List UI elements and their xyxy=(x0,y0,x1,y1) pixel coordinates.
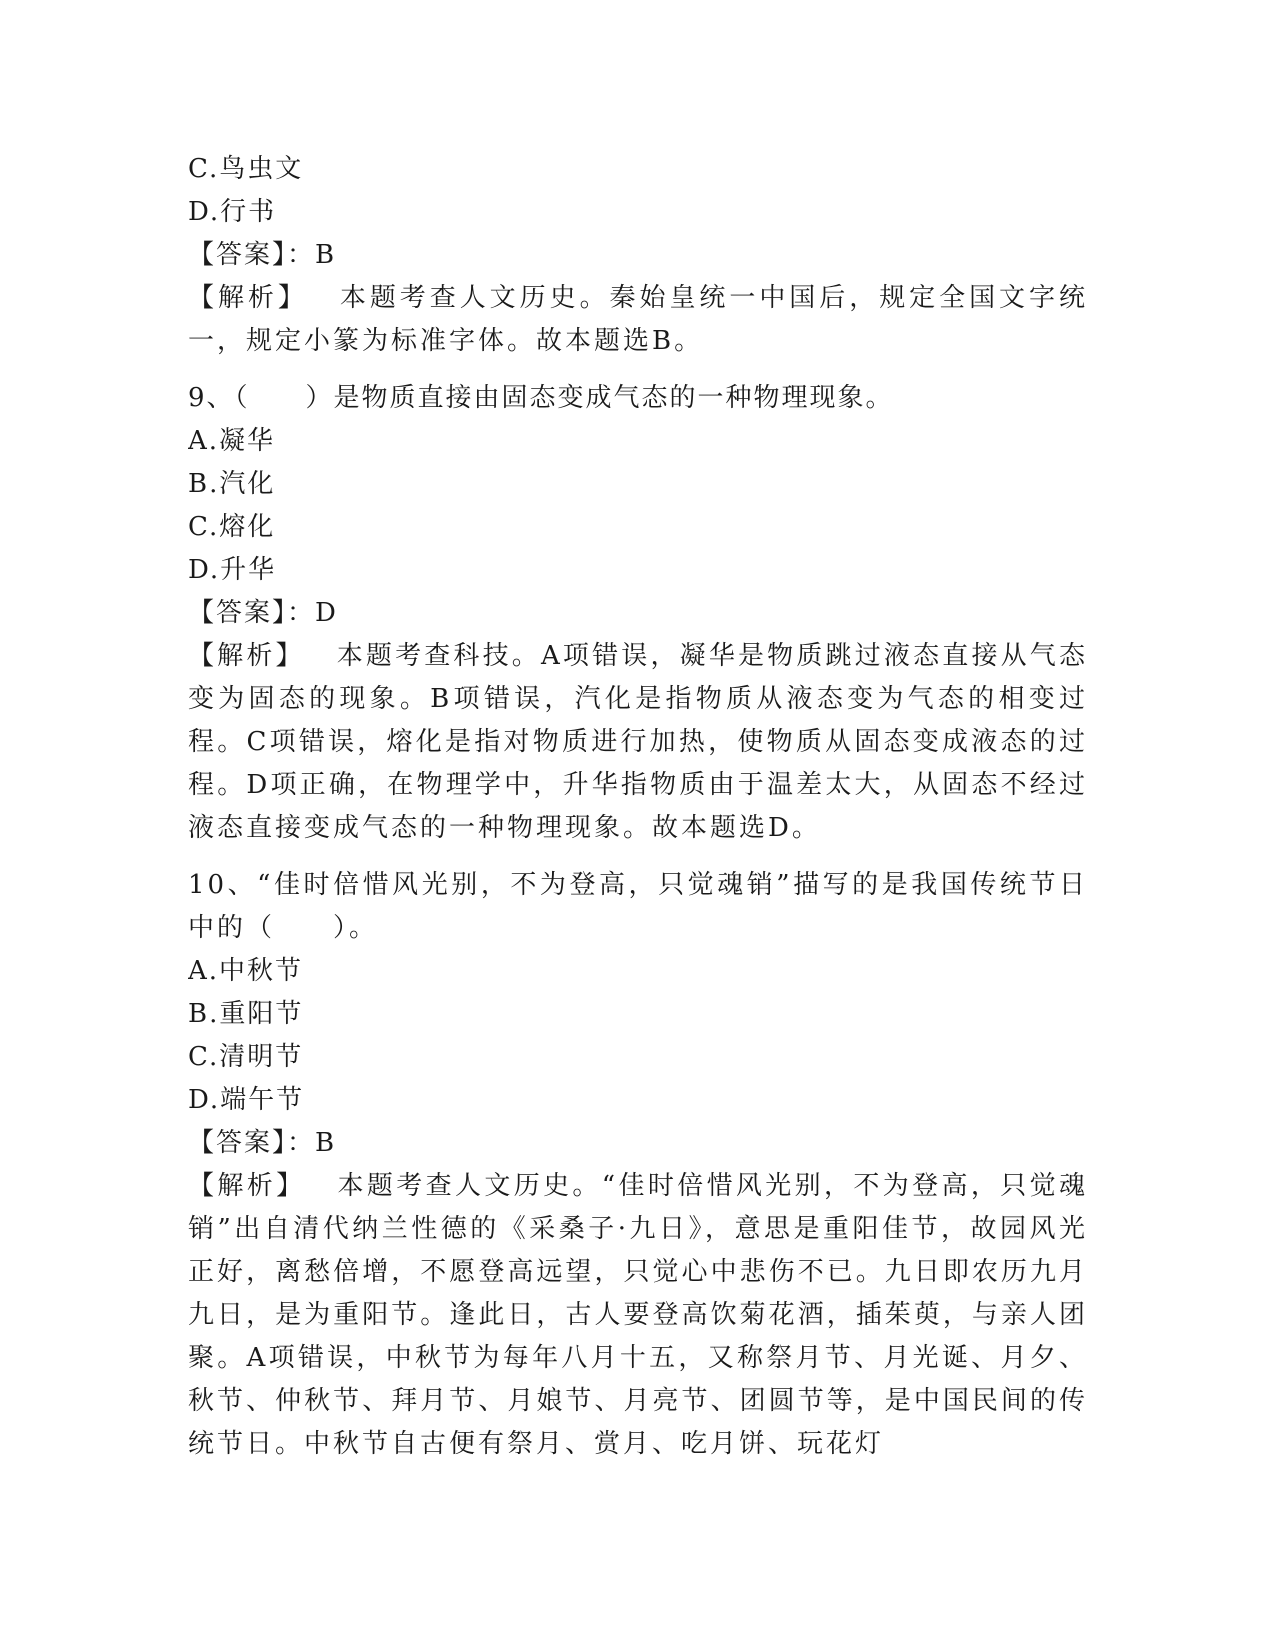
q9-option-c: C.熔化 xyxy=(188,512,276,542)
q10-answer xyxy=(188,1122,1088,1165)
analysis-label: 【解析】 xyxy=(188,283,308,313)
q9-analysis xyxy=(188,635,1088,850)
answer-value: ：B xyxy=(287,1128,337,1158)
analysis-label: 【解析】 xyxy=(188,641,305,671)
q10-option-a: A.中秋节 xyxy=(188,956,304,986)
q10-question: 10、“佳时倍惜风光别，不为登高，只觉魂销”描写的是我国传统节日中的（ ）。 xyxy=(188,870,1088,943)
analysis-label: 【解析】 xyxy=(188,1171,306,1201)
answer-label: 【答案】 xyxy=(188,598,288,628)
answer-value: ：B xyxy=(287,240,337,270)
answer-value: ：D xyxy=(287,598,338,628)
q9-option-d: D.升华 xyxy=(188,555,277,585)
analysis-text: 本题考查人文历史。秦始皇统一中国后，规定全国文字统一，规定小篆为标准字体。故本题选B。 xyxy=(188,283,1088,356)
analysis-text: 本题考查人文历史。“佳时倍惜风光别，不为登高，只觉魂销”出自清代纳兰性德的《采桑子·九日》，意思是重阳佳节，故园风光正好，离愁倍增，不愿登高远望，只觉心中悲伤不已。九日即农历九月九日，是为重阳节。逢此日，古人要登高饮菊花酒，插茱萸，与亲人团聚。A项错误，中秋节为每年八月十五，又称祭月节、月光诞、月夕、秋节、仲秋节、拜月节、月娘节、月亮节、团圆节等，是中国民间的传统节日。中秋节自古便有祭月、赏月、吃月饼、玩花灯 xyxy=(188,1171,1088,1459)
q10-option-b: B.重阳节 xyxy=(188,999,304,1029)
q9-answer xyxy=(188,592,1088,635)
q9-option-b: B.汽化 xyxy=(188,469,276,499)
q8-option-d: D.行书 xyxy=(188,197,277,227)
answer-label: 【答案】 xyxy=(188,1128,288,1158)
q10-option-d: D.端午节 xyxy=(188,1085,305,1115)
q8-analysis xyxy=(188,277,1088,363)
document-content xyxy=(188,148,1088,1466)
q8-option-c: C.鸟虫文 xyxy=(188,154,304,184)
q10-option-c: C.清明节 xyxy=(188,1042,304,1072)
q8-answer xyxy=(188,234,1088,277)
q9-question: 9、（ ）是物质直接由固态变成气态的一种物理现象。 xyxy=(188,383,894,413)
q9-option-a: A.凝华 xyxy=(188,426,276,456)
q10-analysis xyxy=(188,1165,1088,1466)
answer-label: 【答案】 xyxy=(188,240,288,270)
analysis-text: 本题考查科技。A项错误，凝华是物质跳过液态直接从气态变为固态的现象。B项错误，汽化是指物质从液态变为气态的相变过程。C项错误，熔化是指对物质进行加热，使物质从固态变成液态的过程。D项正确，在物理学中，升华指物质由于温差太大，从固态不经过液态直接变成气态的一种物理现象。故本题选D。 xyxy=(188,641,1088,843)
